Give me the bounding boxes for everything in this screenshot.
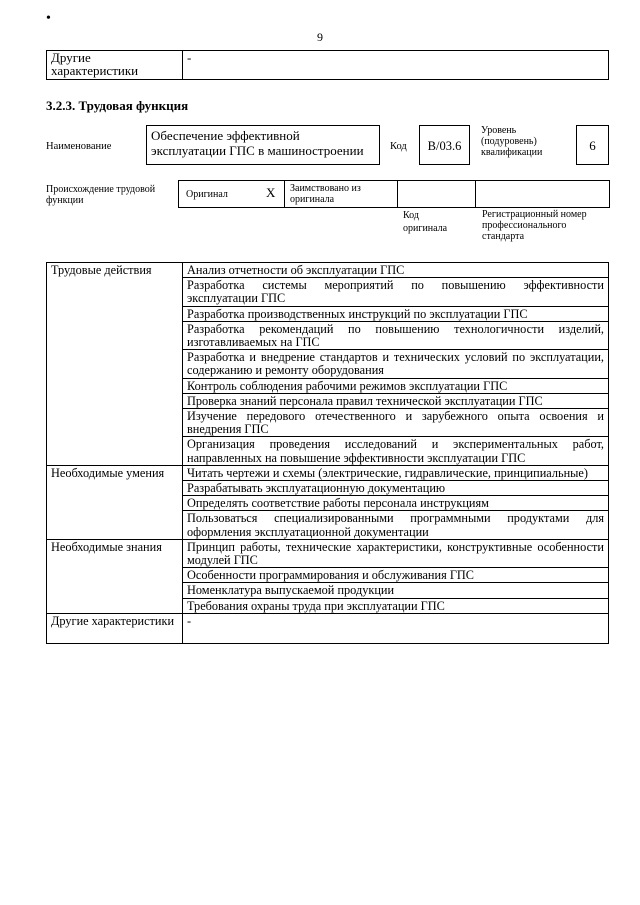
reg-number-label: Регистрационный номер профессионального стандарта [482, 209, 587, 242]
function-name: Обеспечение эффективной эксплуатации ГПС в машиностроении [151, 128, 364, 158]
skill-item: Пользоваться специализированными программными продуктами для оформления эксплуатационной документации [183, 511, 609, 539]
other-characteristics-value: - [183, 51, 609, 80]
section-title: 3.2.3. Трудовая функция [46, 98, 189, 113]
page-mark: • [46, 11, 51, 26]
origin-divider [609, 180, 610, 207]
origin-divider [178, 180, 179, 207]
other-characteristics-table-top [46, 50, 609, 80]
labor-action-item: Организация проведения исследований и экспериментальных работ, направленных на повышение эффективности эксплуатации ГПС [183, 437, 609, 465]
origin-divider [397, 180, 398, 207]
origin-label: Происхождение трудовой функции [46, 184, 156, 206]
code-box [419, 125, 470, 165]
required-knowledge-label: Необходимые знания [47, 539, 183, 613]
function-details-table [46, 262, 609, 644]
borrowed-label: Заимствовано из оригинала [290, 183, 361, 205]
other-characteristics-label: Другие характеристики [47, 613, 183, 643]
level-label: Уровень (подуровень) квалификации [481, 125, 543, 158]
knowledge-item: Особенности программирования и обслуживания ГПС [183, 568, 609, 583]
labor-action-item: Анализ отчетности об эксплуатации ГПС [183, 263, 609, 278]
knowledge-item: Номенклатура выпускаемой продукции [183, 583, 609, 598]
level-value: 6 [589, 138, 596, 153]
labor-action-item: Контроль соблюдения рабочими режимов эксплуатации ГПС [183, 378, 609, 393]
skill-item: Определять соответствие работы персонала инструкциям [183, 496, 609, 511]
labor-action-item: Разработка производственных инструкций по эксплуатации ГПС [183, 306, 609, 321]
origin-row [178, 180, 610, 208]
required-skills-label: Необходимые умения [47, 465, 183, 539]
knowledge-item: Принцип работы, технические характеристики, конструктивные особенности модулей ГПС [183, 539, 609, 567]
skill-item: Разрабатывать эксплуатационную документацию [183, 481, 609, 496]
original-mark: X [266, 185, 276, 200]
labor-actions-label: Трудовые действия [47, 263, 183, 466]
labor-action-item: Разработка системы мероприятий по повышению эффективности эксплуатации ГПС [183, 278, 609, 306]
name-label: Наименование [46, 141, 112, 152]
code-original-label: Код оригинала [403, 210, 448, 234]
other-characteristics-label: Другие характеристики [47, 51, 183, 80]
skill-item: Читать чертежи и схемы (электрические, гидравлические, принципиальные) [183, 465, 609, 480]
labor-action-item: Разработка и внедрение стандартов и технических условий по эксплуатации, содержанию и ремонту оборудования [183, 350, 609, 378]
origin-divider [284, 180, 285, 207]
code-value: B/03.6 [427, 139, 462, 153]
function-name-box [146, 125, 380, 165]
knowledge-item: Требования охраны труда при эксплуатации ГПС [183, 598, 609, 613]
labor-action-item: Проверка знаний персонала правил технической эксплуатации ГПС [183, 393, 609, 408]
labor-action-item: Изучение передового отечественного и зарубежного опыта освоения и внедрения ГПС [183, 409, 609, 437]
other-characteristics-value: - [183, 613, 609, 643]
page-number: 9 [317, 30, 323, 44]
code-label: Код [390, 141, 407, 152]
origin-divider [475, 180, 476, 207]
level-box [576, 125, 609, 165]
labor-action-item: Разработка рекомендаций по повышению технологичности изделий, изготавливаемых на ГПС [183, 321, 609, 349]
original-label: Оригинал [186, 189, 228, 200]
